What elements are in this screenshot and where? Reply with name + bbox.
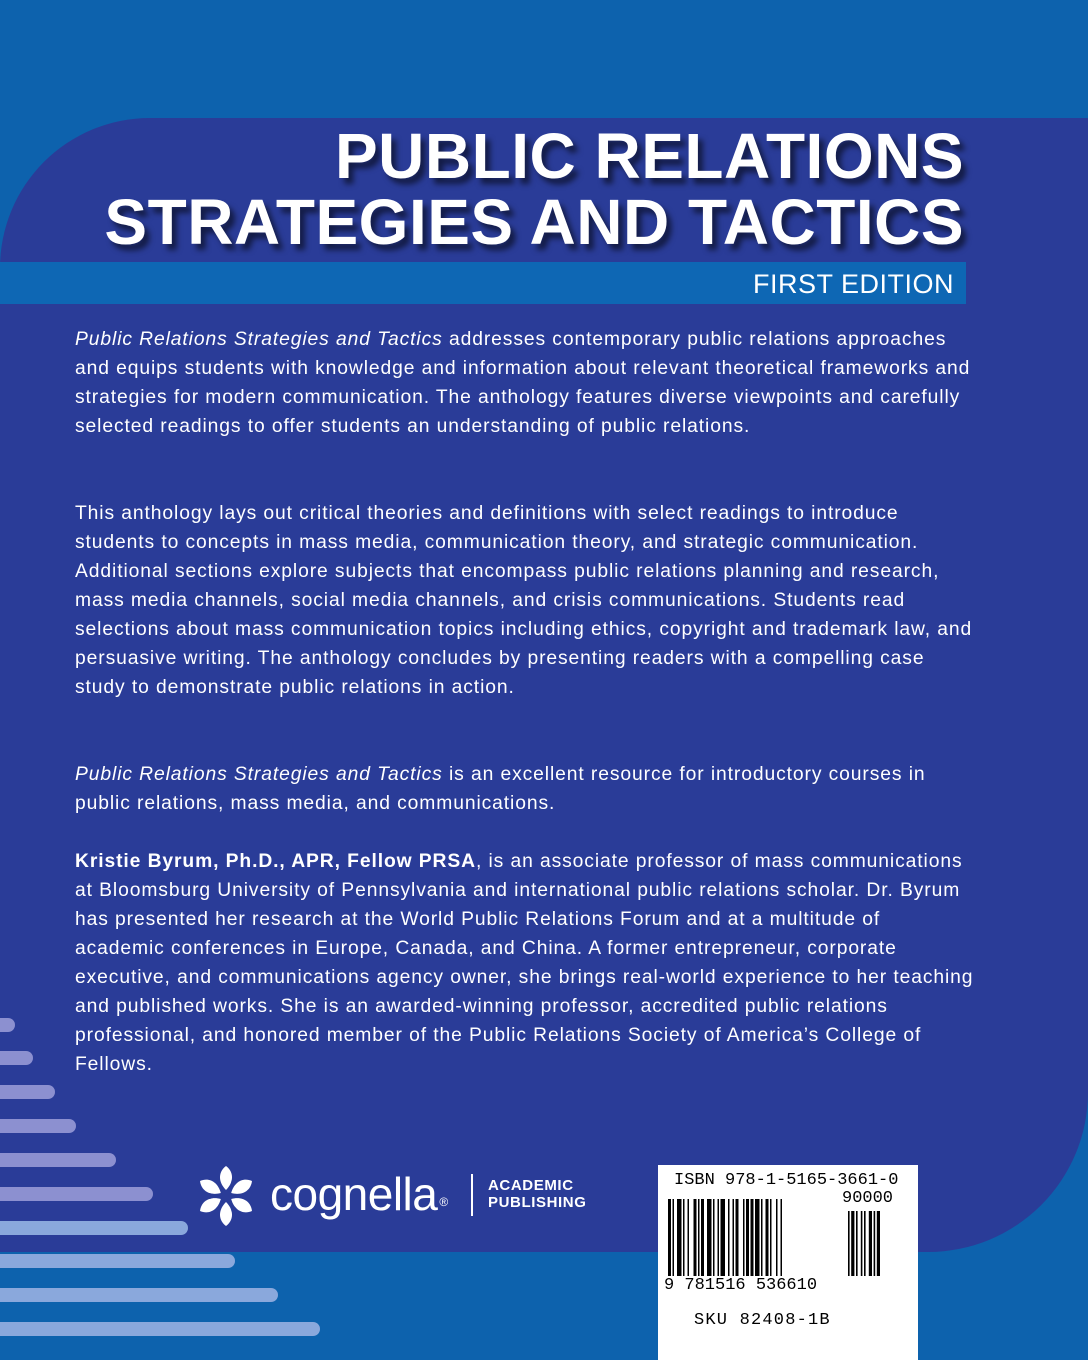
- sku-label: SKU 82408-1B: [694, 1311, 831, 1330]
- isbn-label: ISBN 978-1-5165-3661-0: [674, 1171, 899, 1190]
- description-text: addresses contemporary public relations approaches and equips students with knowledge and information about relevant theoretical frameworks and strategies for modern communication. The anthology features diverse viewpoints and carefully selected readings to offer students an understanding of public relations.: [75, 329, 971, 437]
- book-title-line-2: STRATEGIES AND TACTICS: [104, 186, 964, 258]
- edition-band: [0, 262, 966, 304]
- publisher-tagline-line-2: PUBLISHING: [488, 1194, 587, 1211]
- description-text: is an excellent resource for introductory courses in public relations, mass media, and communications.: [75, 764, 926, 814]
- decorative-stripe: [0, 1288, 278, 1302]
- author-name: Kristie Byrum, Ph.D., APR, Fellow PRSA: [75, 851, 476, 872]
- publisher-tagline-line-1: ACADEMIC: [488, 1177, 574, 1194]
- isbn-barcode-box: [658, 1165, 918, 1360]
- wordmark-text: cognella: [270, 1168, 438, 1220]
- decorative-stripe: [0, 1322, 320, 1336]
- book-title-line-1: PUBLIC RELATIONS: [334, 120, 964, 192]
- decorative-stripe: [0, 1119, 76, 1133]
- decorative-stripe: [0, 1221, 188, 1235]
- logo-divider: [471, 1174, 473, 1216]
- barcode-addon-number: 90000: [842, 1189, 894, 1208]
- book-title-italic: Public Relations Strategies and Tactics: [75, 329, 443, 350]
- decorative-stripe: [0, 1187, 153, 1201]
- cognella-flower-icon: [192, 1162, 260, 1230]
- isbn-digits: 9 781516 536610: [664, 1276, 914, 1295]
- description-paragraph-1: [75, 325, 975, 441]
- description-paragraph-3: [75, 760, 975, 818]
- registered-mark: ®: [439, 1195, 448, 1209]
- decorative-stripe: [0, 1085, 55, 1099]
- author-bio-text: , is an associate professor of mass communications at Bloomsburg University of Pennsylvania and international public relations scholar. Dr. Byrum has presented her research at the World Public Relations Forum and at a multitude of academic conferences in Europe, Canada, and China. A former entrepreneur, corporate executive, and communications agency owner, she brings real-world experience to her teaching and published works. She is an awarded-winning professor, accredited public relations professional, and honored member of the Public Relations Society of America’s College of Fellows.: [75, 851, 974, 1075]
- decorative-stripe: [0, 1018, 15, 1032]
- publisher-wordmark: [270, 1164, 448, 1224]
- decorative-stripe: [0, 1153, 116, 1167]
- decorative-stripe: [0, 1254, 235, 1268]
- decorative-stripe: [0, 1051, 33, 1065]
- book-title-italic: Public Relations Strategies and Tactics: [75, 764, 443, 785]
- description-paragraph-2: This anthology lays out critical theories and definitions with select readings to introduce students to concepts in mass media, communication theory, and strategic communication. Additional sections explore subjects that encompass public relations planning and research, mass media channels, social media channels, and crisis communications. Students read selections about mass communication topics including ethics, copyright and trademark law, and persuasive writing. The anthology concludes by presenting readers with a compelling case study to demonstrate public relations in action.: [75, 503, 973, 698]
- author-bio: [75, 847, 975, 1079]
- edition-label: FIRST EDITION: [752, 269, 954, 299]
- publisher-logo: [192, 1160, 612, 1232]
